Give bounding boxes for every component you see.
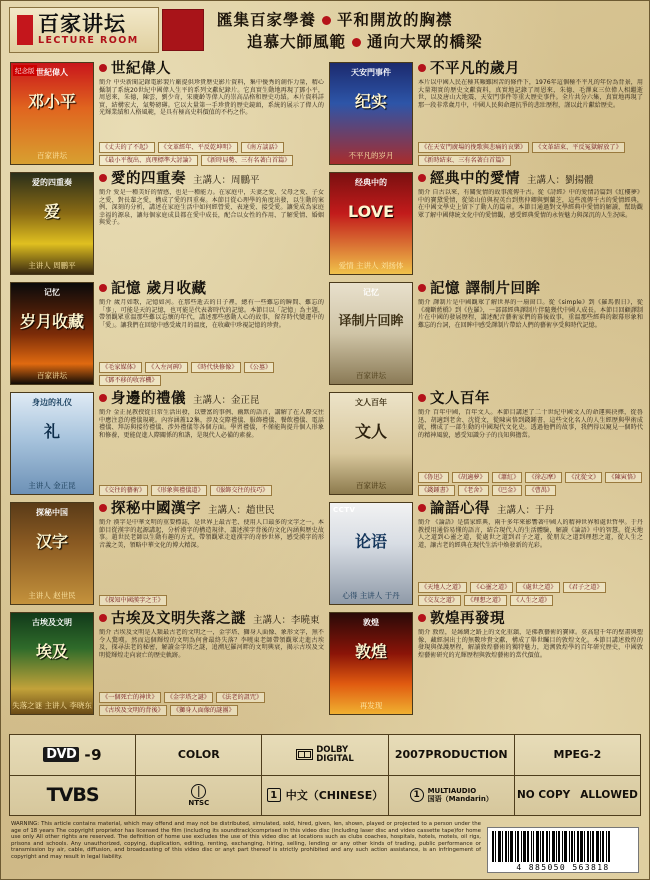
program-description: 簡介 古埃及文明是人類最古老的文明之一，金字塔、獅身人面像、象形文字，無不令人驚嘆。然而這個輝煌的文明為何會最終失落？李曉東老師帶領觀眾走進古埃及，探尋法老的秘密，解讀金字塔之謎，追溯尼羅河畔的文明興衰，揭示古埃及文明從輝煌走向衰亡的歷史軌跡。 [99, 629, 324, 659]
tvbs-logo: TVBS [46, 784, 99, 807]
program-title: 記憶 歲月收藏 [111, 281, 207, 297]
episode-list [99, 692, 324, 716]
bullet-icon [99, 504, 107, 512]
cover-main-text: 邓小平 [27, 92, 76, 111]
cover-bottom-text: 百家讲坛 [37, 151, 67, 160]
slogan-line-2 [217, 31, 641, 53]
ntsc-logo [188, 784, 209, 807]
cover-top-text: 古埃及文明 [32, 618, 72, 627]
program-title-row [418, 502, 643, 517]
cover-top-text: 爱的四重奏 [32, 178, 72, 187]
cover-main-text: LOVE [347, 202, 395, 221]
program-item [326, 279, 645, 389]
episode-list [418, 142, 643, 166]
program-description: 簡介 百年中國，百年文人。本節目講述了二十世紀中國文人的命運與抉擇，從魯迅、胡適到老舍、沈從文，從陳寅恪到錢鍾書，這些文化名人的人生經歷與學術成就，構成了一部生動的中國現代文化史。透過他們的故事，我們得以窺見一個時代的精神風貌，感受知識分子的良知與擔當。 [418, 409, 643, 439]
episode-tag: 《文革結束、平反冤獄解放了》 [532, 142, 625, 153]
cover-main-text: 岁月收藏 [19, 312, 84, 331]
cover-art [329, 612, 413, 715]
multiaudio-icon: 1 [410, 788, 424, 802]
episode-tag: 《君子之道》 [563, 582, 606, 593]
program-info [413, 392, 643, 496]
episode-tag: 《最小平復出、真理標準大討論》 [99, 155, 198, 166]
episode-tag: 《金字塔之謎》 [164, 692, 213, 703]
episode-tag: 《古埃及文明的背後》 [99, 705, 167, 716]
spec-disc-format [10, 735, 136, 775]
episode-tag: 《鄧不移的收容機》 [99, 375, 161, 386]
program-description: 簡介 愛是一種美好的情感，也是一種能力。在家庭中，夫妻之愛、父母之愛、子女之愛、對長輩之愛，構成了愛的四重奏。本節目從心理學的角度出發，以生動的案例、深刻的分析，講述在家庭生活中如何經營愛、表達愛、接受愛。讓愛成為家庭幸福的源泉，讓每個家庭成員都在愛中成長，配合以女性的作用、了解愛情、婚姻與愛子。 [99, 189, 324, 227]
program-title-row [418, 392, 643, 407]
cover-top-text: 文人百年 [355, 398, 387, 407]
cover-main-text: 敦煌 [354, 642, 387, 661]
episode-tag: 《心靈之道》 [470, 582, 513, 593]
multiaudio-line-1: MULTIAUDIO [427, 787, 477, 796]
dolby-digital-logo [296, 746, 354, 764]
cover-bottom-text: 不平凡的岁月 [348, 151, 394, 160]
episode-tag: 《蕭紅》 [492, 472, 523, 483]
program-host: 主講人：趙世民 [208, 505, 275, 516]
barcode-number: 4 885050 563818 [516, 863, 610, 872]
slogan-1b: 平和開放的胸襟 [337, 11, 453, 29]
episode-tag: 《沈從文》 [565, 472, 602, 483]
episode-tag: 《新時結束、三有名著白首篇》 [418, 155, 511, 166]
spec-color: COLOR [136, 735, 262, 775]
program-info [413, 172, 643, 276]
cover-bottom-text: 百家讲坛 [37, 371, 67, 380]
bullet-icon [418, 64, 426, 72]
program-title: 探秘中國漢字 [111, 501, 201, 517]
bullet-icon [99, 284, 107, 292]
bullet-icon [418, 284, 426, 292]
program-info [94, 62, 324, 166]
episode-list [99, 485, 324, 496]
multiaudio-logo [410, 787, 493, 803]
cover-art [10, 62, 94, 165]
program-info [413, 62, 643, 166]
bullet-icon [418, 174, 426, 182]
episode-tag: 《形象與禮儀道》 [151, 485, 207, 496]
cover-art [10, 172, 94, 275]
bullet-icon [99, 394, 107, 402]
dolby-text [316, 746, 354, 764]
cover-top-text: 记忆 [363, 288, 379, 297]
program-title: 世紀偉人 [111, 61, 171, 77]
logo-title-cn: 百家讲坛 [38, 12, 126, 36]
episode-tag: 《法老的詛咒》 [216, 692, 265, 703]
program-title: 古埃及文明失落之謎 [111, 611, 246, 627]
program-info [94, 282, 324, 386]
program-title-row [418, 62, 643, 77]
cover-top-text: 经典中的 [355, 178, 387, 187]
episode-list [99, 142, 324, 166]
spec-tv-system [136, 776, 262, 816]
cover-art [10, 502, 94, 605]
episode-list [99, 362, 324, 386]
cover-art [10, 392, 94, 495]
cover-art [329, 62, 413, 165]
program-description: 簡介 歲月如歌，記憶如河。在那些逝去的日子裡，總有一些難忘的瞬間、難忘的「事」，可能是天的記憶，也可能是代表著時代的記憶。本節目以「記憶」為主題，帶領觀眾重溫那些難以忘懷的年代，講述那些感動人心的故事，留存時代變遷中的「愛」。讓我們在回憶中感受歲月的溫度，在收藏中珍視記憶的珍貴。 [99, 299, 324, 329]
program-info [413, 502, 643, 606]
program-description: 簡介 中央新聞記錄電影製片廠提供珍貴歷史影片資料，集中優秀的創作力量，精心攝制了系統20世紀中國偉人生平的系列文獻紀錄片。它真實生動地再現了鄧小平，周恩來，朱德，陳雲，劉少奇，宋慶齡等偉人的崇高品格和歷史功績。本片資料詳實，結構宏大，氣勢磅礡。它以大量第一手珍貴的歷史鏡頭，系統的展示了偉人的光輝業績和人格風範，是具有極高史料價值的不朽之作。 [99, 79, 324, 117]
program-item [7, 169, 326, 279]
program-grid [7, 59, 645, 719]
header-slogans [217, 9, 641, 53]
program-title: 文人百年 [430, 391, 490, 407]
program-title-row [418, 172, 643, 187]
program-title: 敦煌再發現 [430, 611, 505, 627]
episode-tag: 《錢鍾書》 [418, 485, 455, 496]
dot-separator-icon [322, 16, 331, 25]
program-description: 簡介 漢字是中華文明的重要標誌，是世界上最古老、使用人口最多的文字之一。本節目從漢字的起源講起，分析漢字的構造規律，講述漢字背後的文化內涵與歷史故事。趙世民老師以生動有趣的方式，帶領觀眾走進漢字的奇妙世界，感受漢字的形音義之美，領略中華文化的博大精深。 [99, 519, 324, 549]
cover-bottom-text: 爱情 主讲人 刘扬体 [338, 261, 404, 270]
episode-tag: 《交往的藝術》 [99, 485, 148, 496]
episode-tag: 《徐志摩》 [525, 472, 562, 483]
episode-tag: 《天地人之道》 [418, 582, 467, 593]
program-host: 主講人：金正昆 [193, 395, 260, 406]
bullet-icon [418, 504, 426, 512]
cover-main-text: 文人 [354, 422, 387, 441]
spec-table [9, 734, 641, 816]
episode-tag: 《巴金》 [492, 485, 523, 496]
episode-tag: 《陳寅恪》 [605, 472, 642, 483]
spec-region-language [262, 776, 388, 816]
spec-row-bottom [10, 776, 640, 816]
cover-main-text: 纪实 [354, 92, 387, 111]
program-item [326, 59, 645, 169]
cover-bottom-text: 主讲人 赵世民 [28, 591, 76, 600]
cover-top-text: 敦煌 [363, 618, 379, 627]
episode-tag: 《文革經年、平反乾坤明》 [158, 142, 238, 153]
slogan-2a: 追慕大師風範 [247, 33, 347, 51]
no-copy-line-1: NO COPY [516, 789, 571, 802]
multiaudio-text [428, 787, 493, 803]
spec-copy-protection [515, 776, 640, 816]
program-description: 簡介 自古以來，有關愛情的故事流傳千古。從《詩經》中的愛情詩篇到《紅樓夢》中的寶黛愛情，從梁山伯與祝英台到焦仲卿與劉蘭芝，這些流傳千古的愛情經典，在中國文學史上留下了動人的篇章。本節目通過對文學經典中愛情的解讀，幫助觀眾了解中國傳統文化中的愛情觀，感受經典愛情的永恆魅力與深沉的人生況味。 [418, 189, 643, 219]
spec-audio-language [389, 776, 515, 816]
spec-row-top [10, 735, 640, 776]
cover-bottom-text: 失落之谜 主讲人 李晓东 [12, 701, 92, 710]
program-title: 記憶 譯制片回眸 [430, 281, 541, 297]
episode-tag: 《曹禺》 [525, 485, 556, 496]
episode-tag: 《獅身人面像的謎團》 [170, 705, 238, 716]
bullet-icon [418, 614, 426, 622]
program-title-row [99, 502, 324, 517]
cover-art [329, 172, 413, 275]
episode-tag: 《時代快修像》 [191, 362, 240, 373]
program-title-row [99, 612, 324, 627]
cover-bottom-text: 再发现 [359, 701, 383, 710]
cover-art [10, 282, 94, 385]
program-description: 簡介 譯制片是中國觀眾了解世界的一扇窗口。從《simple》到《羅馬假日》，從《魂斷藍橋》到《佐羅》，一部部經典譯制片伴隨幾代中國人成長。本節目回顧譯制片在中國的發展歷程，講述配音藝術家們的幕後故事，重溫那些經典的銀幕形象和難忘的台詞，在回眸中感受譯制片帶給人們的藝術享受與時代記憶。 [418, 299, 643, 329]
program-item [7, 609, 326, 719]
program-info [94, 502, 324, 606]
header [7, 5, 643, 57]
episode-tag: 《魯迅》 [418, 472, 449, 483]
spec-production-year: 2007PRODUCTION [389, 735, 515, 775]
cover-top-text: 世紀偉人 [36, 68, 68, 77]
dot-separator-icon [352, 38, 361, 47]
cover-art [329, 392, 413, 495]
program-item [7, 389, 326, 499]
logo-red-square [162, 9, 204, 51]
episode-tag: 《人生之道》 [510, 595, 553, 606]
episode-tag: 《交友之道》 [418, 595, 461, 606]
program-host: 主講人：李曉東 [253, 615, 320, 626]
program-title-row [99, 62, 324, 77]
episode-tag: 《胡適夢》 [452, 472, 489, 483]
slogan-1a: 匯集百家學養 [217, 11, 317, 29]
program-info [94, 612, 324, 716]
cover-bottom-text: 百家讲坛 [356, 481, 386, 490]
program-title-row [99, 282, 324, 297]
spec-language: 中文（CHINESE） [285, 789, 384, 803]
program-item [7, 499, 326, 609]
no-copy-line-2: ALLOWED [580, 789, 638, 802]
episode-list [418, 582, 643, 606]
cover-top-text: 身边的礼仪 [32, 398, 72, 407]
barcode [487, 827, 639, 873]
cctv-logo: CCTV [333, 506, 356, 514]
cover-main-text: 论语 [354, 532, 387, 551]
program-title: 身邊的禮儀 [111, 391, 186, 407]
slogan-2b: 通向大眾的橋梁 [367, 33, 483, 51]
cover-main-text: 埃及 [35, 642, 68, 661]
cover-art [10, 612, 94, 715]
cover-top-text: 探秘中国 [36, 508, 68, 517]
episode-tag: 《老舍》 [458, 485, 489, 496]
program-title-row [418, 612, 643, 627]
program-item [326, 169, 645, 279]
episode-list [99, 595, 324, 606]
program-title: 不平凡的歲月 [430, 61, 520, 77]
dolby-double-d-icon [296, 749, 313, 760]
program-title-row [99, 172, 324, 187]
program-title: 經典中的愛情 [430, 171, 520, 187]
brand-logo [9, 7, 159, 53]
episode-tag: 《公墓》 [244, 362, 275, 373]
episode-tag: 《處世之道》 [516, 582, 559, 593]
logo-text [38, 13, 139, 47]
program-info [94, 172, 324, 276]
ntsc-circle-icon [191, 784, 206, 799]
ntsc-label: NTSC [188, 798, 210, 807]
program-item [7, 59, 326, 169]
episode-tag: 《毛家媒体》 [99, 362, 142, 373]
program-info [94, 392, 324, 496]
cover-bottom-text: 主讲人 周鹏平 [28, 261, 76, 270]
region-code-icon: 1 [267, 788, 281, 802]
cover-art [329, 502, 413, 605]
legal-warning-text: WARNING: This article contains material, which may offend and may not be distributed, simulated, sold, hired, given, len, shown, played or projected to a person under the age of 18 years The copyright proprietor has licensed the film (including its soundtrack)comprised in this video disc (including laser disc and video cassette tape)for home use only All other rights are reserved. The definition of home use excludes the use of this video disc at locations such as clubs coaches, hospitals, hotels, motels, oil rigs, prisons and schools. Any unauthorized, copying, duplication, editing, renting, exchanging, hiring, selling, lending or any other kinds of trading, public performance or transmission by air, cable, diffusion, and broadcasting of this video disc or anyt part thereof is strictly prohibited and any such action assistance, is an infringement of copyright and may result in legal liability. [11, 821, 481, 860]
logo-title-en: LECTURE ROOM [38, 35, 139, 46]
program-description: 簡介 金正昆教授從日常生活出發，以豐富的事例、幽默的語言，講解了在人際交往中應注意的禮儀規範。內容涵蓋12集，涉及交際禮儀、服飾禮儀、餐飲禮儀、電話禮儀、拜訪與接待禮儀、涉外禮儀等各個方面。學習禮儀，不僅能夠提升個人形象和修養，更能促進人際關係的和諧，是現代人必備的素養。 [99, 409, 324, 439]
program-item [326, 389, 645, 499]
cover-bottom-text: 主讲人 金正昆 [28, 481, 76, 490]
barcode-bars [492, 831, 634, 862]
episode-tag: 《新時局勢、三有名著白首篇》 [201, 155, 294, 166]
dvd-layer: -9 [84, 745, 103, 764]
bullet-icon [99, 174, 107, 182]
cover-main-text: 译制片回眸 [338, 314, 404, 329]
cover-bottom-text: 心得 主讲人 于丹 [342, 591, 400, 600]
multiaudio-lang: 国语（Mandarin） [427, 795, 493, 804]
episode-list [418, 472, 643, 496]
bullet-icon [418, 394, 426, 402]
slogan-line-1 [217, 9, 641, 31]
cover-top-text: 天安門事件 [351, 68, 391, 77]
program-item [326, 609, 645, 719]
episode-tag: 《入左河碑》 [145, 362, 188, 373]
logo-red-bar [17, 15, 33, 45]
program-description: 簡介 《論語》是儒家經典，兩千多年來影響著中國人的精神世界和處世哲學。于丹教授用通俗易懂的語言，結合現代人的生活體驗，解讀《論語》中的智慧。從天地人之道到心靈之道，從處世之道到君子之道，從朋友之道到理想之道，從人生之道，讓古老的經典在現代生活中煥發新的光彩。 [418, 519, 643, 549]
cover-main-text: 爱 [43, 202, 60, 221]
cover-badge: 纪念版 [15, 67, 35, 75]
bullet-icon [99, 64, 107, 72]
episode-tag: 《一個死亡的神世》 [99, 692, 161, 703]
program-description: 本片以中國人民在極其艱難困苦的條件下，1976年這個極不平凡的年份為背景，用大量翔實的歷史文獻資料，真實地記錄了周恩來、朱德、毛澤東三位偉人相繼逝世，以及唐山大地震、天安門事件等重大歷史事件。全片共分六集，真實地再現了那一段非常歲月中，中國人民與命運抗爭的悲壯歷程，謹以此片獻給歷史。 [418, 79, 643, 109]
dolby-line-2: DIGITAL [316, 753, 354, 764]
cover-bottom-text: 百家讲坛 [356, 371, 386, 380]
episode-tag: 《在天安門廣場的挽歌與悲痛的哀樂》 [418, 142, 529, 153]
episode-tag: 《服飾交往的技巧》 [210, 485, 272, 496]
program-item [326, 499, 645, 609]
program-info [413, 612, 643, 716]
dolby-line-1: DOLBY [316, 744, 349, 755]
episode-tag: 《探知中國漢字之王》 [99, 595, 167, 606]
episode-tag: 《理想之道》 [464, 595, 507, 606]
bullet-icon [99, 614, 107, 622]
program-title-row [99, 392, 324, 407]
program-description: 簡介 敦煌，是絲綢之路上的文化重鎮，是佛教藝術的寶庫。莫高窟千年的壁畫與塑像，藏經洞出土的無數珍貴文獻，構成了舉世矚目的敦煌文化。本節目講述敦煌的發現與保護歷程，解讀敦煌藝術的獨特魅力，追溯敦煌學的百年研究歷史，中國敦煌藝術研究的光輝歷程與敦煌藝術的當代價值。 [418, 629, 643, 659]
cover-main-text: 礼 [43, 422, 60, 441]
program-title-row [418, 282, 643, 297]
dvd-logo: DVD [43, 747, 79, 762]
episode-tag: 《南方談話》 [241, 142, 284, 153]
spec-audio-format [262, 735, 388, 775]
program-info [413, 282, 643, 386]
program-host: 主講人：周鵬平 [193, 175, 260, 186]
program-host: 主講人：于丹 [497, 505, 555, 516]
program-title: 論語心得 [430, 501, 490, 517]
episode-tag: 《丈夫的了不起》 [99, 142, 155, 153]
cover-art [329, 282, 413, 385]
program-title: 愛的四重奏 [111, 171, 186, 187]
program-item [7, 279, 326, 389]
spec-brand [10, 776, 136, 816]
cover-main-text: 汉字 [35, 532, 68, 551]
cover-top-text: 记忆 [44, 288, 60, 297]
spec-codec: MPEG-2 [553, 748, 602, 762]
program-host: 主講人：劉揚體 [527, 175, 594, 186]
